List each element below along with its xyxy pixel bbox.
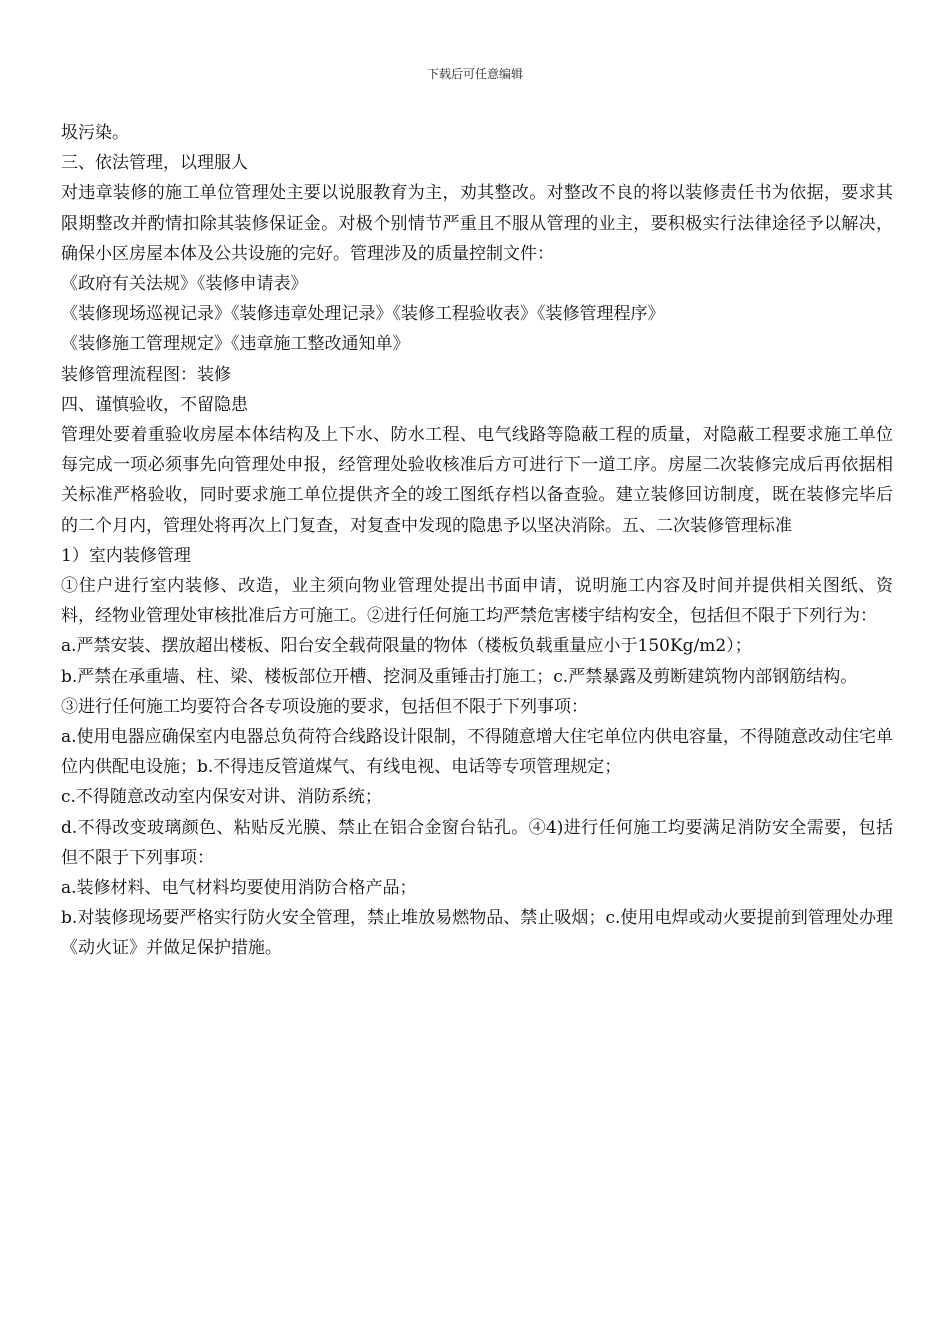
rule-item-b-fire: b.对装修现场要严格实行防火安全管理，禁止堆放易燃物品、禁止吸烟；c.使用电焊或动火要提前到管理处办理《动火证》并做足保护措施。	[61, 908, 893, 959]
section-heading-3: 三、依法管理，以理服人	[61, 153, 248, 174]
rule-item-a-materials: a.装修材料、电气材料均要使用消防合格产品；	[61, 878, 417, 899]
paragraph-1: 圾污染。	[61, 123, 129, 143]
paragraph-application: ①住户进行室内装修、改造，业主须向物业管理处提出书面申请，说明施工内容及时间并提供相关图纸、资料，经物业管理处审核批准后方可施工。②进行任何施工均严禁危害楼宇结构安全，包括但不限于下列行为：	[61, 576, 893, 627]
section-heading-4: 四、谨慎验收，不留隐患	[61, 394, 248, 415]
document-list-1: 《政府有关法规》《装修申请表》	[61, 274, 308, 295]
document-body	[61, 118, 893, 964]
subsection-heading-1: 1）室内装修管理	[61, 545, 191, 566]
document-list-3: 《装修施工管理规定》《违章施工整改通知单》	[61, 334, 410, 355]
rule-item-b-structure: b.严禁在承重墙、柱、梁、楼板部位开槽、挖洞及重锤击打施工；c.严禁暴露及剪断建筑物内部钢筋结构。	[61, 666, 858, 687]
rule-item-a-electric: a.使用电器应确保室内电器总负荷符合线路设计限制，不得随意增大住宅单位内供电容量，不得随意改动住宅单位内供配电设施；b.不得违反管道煤气、有线电视、电话等专项管理规定；	[61, 727, 893, 778]
document-list-2: 《装修现场巡视记录》《装修违章处理记录》《装修工程验收表》《装修管理程序》	[61, 304, 665, 325]
paragraph-acceptance: 管理处要着重验收房屋本体结构及上下水、防水工程、电气线路等隐蔽工程的质量，对隐蔽工程要求施工单位每完成一项必须事先向管理处申报，经管理处验收核准后方可进行下一道工序。房屋二次装修完成后再依据相关标准严格验收，同时要求施工单位提供齐全的竣工图纸存档以备查验。建立装修回访制度，既在装修完毕后的二个月内，管理处将再次上门复查，对复查中发现的隐患予以坚决消除。五、二次装修管理标准	[61, 425, 893, 536]
paragraph-violation-handling: 对违章装修的施工单位管理处主要以说服教育为主，劝其整改。对整改不良的将以装修责任书为依据，要求其限期整改并酌情扣除其装修保证金。对极个别情节严重且不服从管理的业主，要积极实行法律途径予以解决，确保小区房屋本体及公共设施的完好。管理涉及的质量控制文件：	[61, 183, 893, 264]
rule-item-d-windows: d.不得改变玻璃颜色、粘贴反光膜、禁止在铝合金窗台钻孔。④4)进行任何施工均要满足消防安全需要，包括但不限于下列事项：	[61, 817, 893, 868]
rule-item-3-facilities: ③进行任何施工均要符合各专项设施的要求，包括但不限于下列事项：	[61, 696, 588, 717]
rule-item-c-security: c.不得随意改动室内保安对讲、消防系统；	[61, 787, 382, 808]
rule-item-a-load: a.严禁安装、摆放超出楼板、阳台安全载荷限量的物体（楼板负载重量应小于150Kg/m2）；	[61, 636, 752, 657]
flowchart-caption: 装修管理流程图：装修	[61, 364, 231, 385]
page-header: 下载后可任意编辑	[426, 67, 523, 81]
